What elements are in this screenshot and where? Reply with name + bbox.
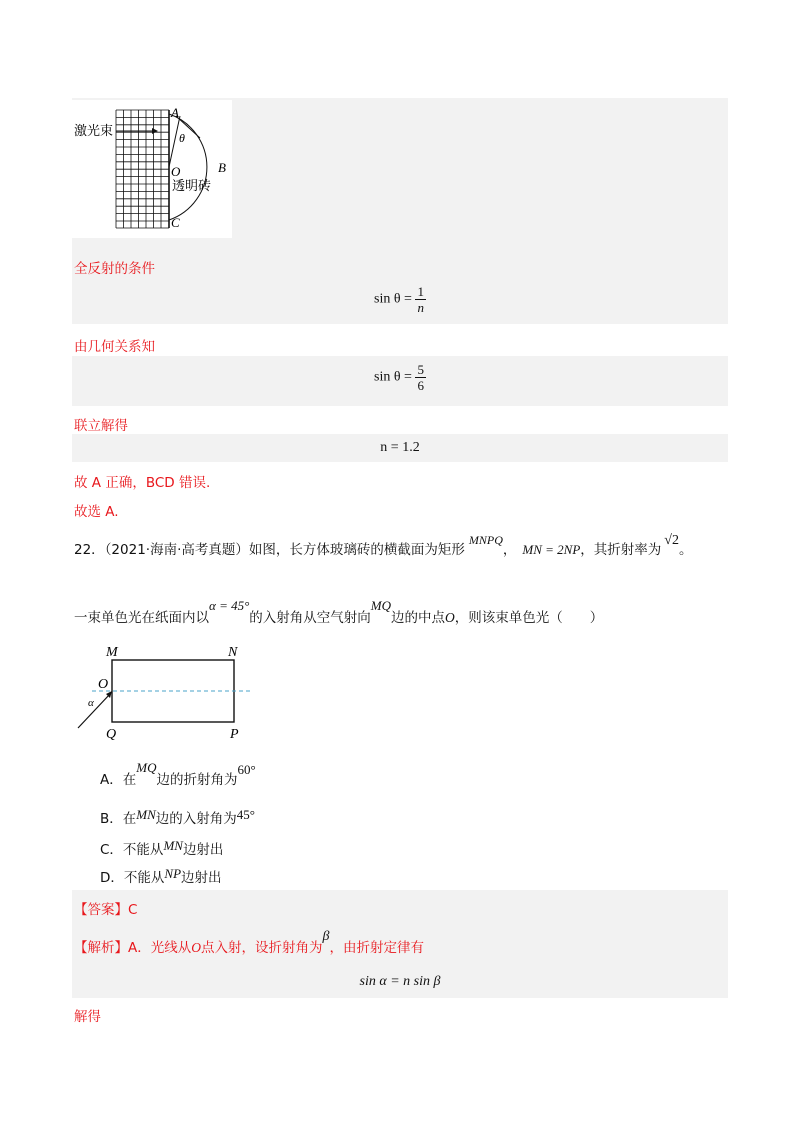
- option-A[interactable]: [100, 760, 256, 788]
- option-A-mid: 边的折射角为: [156, 772, 238, 788]
- conclusion-text: 故 A 正确，BCD 错误.: [74, 475, 211, 491]
- snell-equation: sin α = n sin β: [359, 974, 441, 989]
- label-brick: 透明砖: [172, 179, 212, 194]
- total-reflection-heading: 全反射的条件: [74, 261, 155, 277]
- edge-MQ: MQ: [370, 598, 392, 613]
- label-alpha: α: [88, 697, 94, 709]
- incident-ray: [78, 694, 110, 728]
- answer-value: C: [128, 902, 138, 918]
- solve-heading: 联立解得: [74, 418, 128, 434]
- equation-sin-theta-1: [72, 284, 728, 315]
- label-theta: θ: [179, 131, 185, 145]
- answer-tag: 【答案】: [74, 902, 128, 918]
- solve-text: 解得: [74, 1009, 101, 1025]
- option-A-edge: MQ: [136, 760, 157, 775]
- line2-c: 边的中点: [391, 610, 446, 626]
- relation-suffix: ，其折射率为: [580, 542, 662, 558]
- analysis-c: ，由折射定律有: [329, 940, 424, 956]
- option-D-suffix: 边射出: [181, 870, 222, 886]
- option-C-edge: MN: [163, 838, 183, 853]
- question-number: 22．: [74, 542, 105, 558]
- eq1-fraction: [415, 284, 426, 315]
- line2-d: ，则该束单色光（ ）: [454, 610, 604, 626]
- label-O: O: [171, 164, 181, 179]
- refractive-index: √2: [664, 533, 679, 548]
- option-B-prefix: B．在: [100, 811, 137, 827]
- option-A-value: 60°: [237, 762, 256, 777]
- answer-line: [74, 898, 137, 918]
- eq2-fraction: [415, 362, 426, 393]
- question-source: （2021·海南·高考真题）如图，长方体玻璃砖的横截面为矩形: [104, 542, 465, 558]
- label-N: N: [228, 645, 238, 660]
- line2-b: 的入射角从空气射向: [249, 610, 371, 626]
- question-22-line1: [74, 533, 693, 559]
- equation-n-result: n = 1.2: [380, 440, 420, 455]
- laser-brick-diagram: [72, 100, 232, 238]
- label-A: A: [171, 105, 179, 120]
- analysis-a: A．光线从: [128, 940, 192, 956]
- analysis-tag: 【解析】: [74, 940, 128, 956]
- eq2-lhs: sin θ =: [374, 369, 412, 385]
- rectangle-diagram: [70, 640, 270, 740]
- option-D-prefix: D．不能从: [100, 870, 165, 886]
- question-22-line2: [74, 598, 604, 626]
- period: 。: [678, 542, 693, 558]
- analysis-O: O: [191, 940, 201, 955]
- relation-MN-NP: MN = 2NP: [522, 542, 581, 557]
- choice-text: 故选 A.: [74, 504, 119, 520]
- equation-sin-theta-2: [72, 362, 728, 393]
- option-C-suffix: 边射出: [182, 842, 224, 858]
- option-D-edge: NP: [164, 866, 182, 881]
- analysis-b: 点入射，设折射角为: [201, 940, 323, 956]
- label-O2: O: [98, 677, 109, 692]
- analysis-line: [74, 929, 424, 957]
- label-P: P: [230, 727, 239, 740]
- rect-name: MNPQ: [468, 533, 503, 547]
- option-C[interactable]: [100, 838, 223, 858]
- option-B-value: 45°: [236, 807, 255, 822]
- point-O: O: [445, 610, 455, 625]
- figure-rectangle: [70, 640, 270, 740]
- label-M: M: [106, 645, 118, 660]
- beta-symbol: β: [322, 929, 330, 944]
- option-A-prefix: A．在: [100, 772, 137, 788]
- sep: ，: [502, 542, 517, 558]
- eq2-numerator: 5: [417, 362, 424, 377]
- eq2-denominator: 6: [417, 378, 424, 393]
- label-C: C: [171, 215, 180, 230]
- eq1-lhs: sin θ =: [374, 291, 412, 307]
- line2-a: 一束单色光在纸面内以: [74, 610, 209, 626]
- grid-lines: [116, 110, 169, 228]
- option-C-prefix: C．不能从: [100, 842, 164, 858]
- geometry-heading: 由几何关系知: [74, 339, 155, 355]
- label-laser-beam: 激光束: [74, 124, 114, 139]
- eq1-numerator: 1: [417, 284, 424, 299]
- option-B-edge: MN: [136, 807, 156, 822]
- option-B[interactable]: [100, 807, 255, 827]
- figure-laser-brick: [72, 100, 232, 238]
- laser-arrow: [152, 128, 158, 134]
- option-D[interactable]: [100, 866, 222, 886]
- option-B-mid: 边的入射角为: [155, 811, 237, 827]
- alpha-eq: α = 45°: [209, 598, 250, 613]
- eq1-denominator: n: [417, 300, 424, 315]
- label-B: B: [218, 160, 226, 175]
- label-Q: Q: [106, 727, 117, 740]
